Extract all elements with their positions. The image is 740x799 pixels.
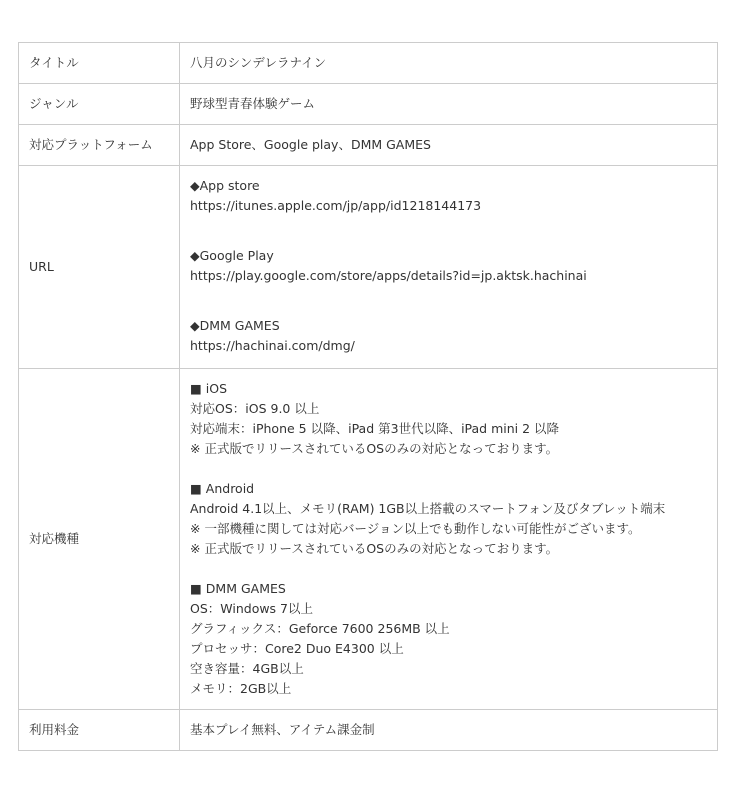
table-row-genre	[19, 84, 718, 125]
row-value-price: 基本プレイ無料、アイテム課金制	[180, 710, 718, 751]
android-line: ※ 一部機種に関しては対応バージョン以上でも動作しない可能性がございます。	[190, 521, 641, 536]
row-label-title: タイトル	[19, 43, 180, 84]
appstore-heading: ◆App store	[190, 178, 260, 193]
row-value-devices	[180, 369, 718, 710]
spacer	[190, 459, 707, 479]
android-line: ※ 正式版でリリースされているOSのみの対応となっております。	[190, 541, 559, 556]
table-row-price	[19, 710, 718, 751]
table-row-url	[19, 166, 718, 369]
dmm-line: 空き容量：4GB以上	[190, 661, 304, 676]
dmm-line: プロセッサ：Core2 Duo E4300 以上	[190, 641, 404, 656]
table-row-platform	[19, 125, 718, 166]
row-value-title: 八月のシンデレラナイン	[180, 43, 718, 84]
ios-line: 対応端末：iPhone 5 以降、iPad 第3世代以降、iPad mini 2 以降	[190, 421, 560, 436]
spacer	[190, 559, 707, 579]
row-value-genre: 野球型青春体験ゲーム	[180, 84, 718, 125]
android-heading: ■ Android	[190, 481, 255, 496]
row-value-url	[180, 166, 718, 369]
ios-line: 対応OS：iOS 9.0 以上	[190, 401, 320, 416]
game-info-table	[18, 42, 718, 751]
googleplay-heading: ◆Google Play	[190, 248, 274, 263]
row-value-platform: App Store、Google play、DMM GAMES	[180, 125, 718, 166]
table-row-devices	[19, 369, 718, 710]
spacer	[190, 216, 707, 246]
dmm-line: グラフィックス：Geforce 7600 256MB 以上	[190, 621, 450, 636]
row-label-url: URL	[19, 166, 180, 369]
dmm-heading: ◆DMM GAMES	[190, 318, 280, 333]
table-row-title	[19, 43, 718, 84]
dmm-line: メモリ：2GB以上	[190, 681, 292, 696]
dmm-devices-heading: ■ DMM GAMES	[190, 581, 286, 596]
spacer	[190, 286, 707, 316]
dmm-line: OS：Windows 7以上	[190, 601, 313, 616]
appstore-link[interactable]: https://itunes.apple.com/jp/app/id1218144173	[190, 198, 482, 213]
dmm-link[interactable]: https://hachinai.com/dmg/	[190, 338, 355, 353]
android-line: Android 4.1以上、メモリ(RAM) 1GB以上搭載のスマートフォン及びタブレット端末	[190, 501, 666, 516]
googleplay-link[interactable]: https://play.google.com/store/apps/details?id=jp.aktsk.hachinai	[190, 268, 587, 283]
row-label-price: 利用料金	[19, 710, 180, 751]
ios-heading: ■ iOS	[190, 381, 228, 396]
ios-line: ※ 正式版でリリースされているOSのみの対応となっております。	[190, 441, 559, 456]
row-label-genre: ジャンル	[19, 84, 180, 125]
row-label-devices: 対応機種	[19, 369, 180, 710]
row-label-platform: 対応プラットフォーム	[19, 125, 180, 166]
